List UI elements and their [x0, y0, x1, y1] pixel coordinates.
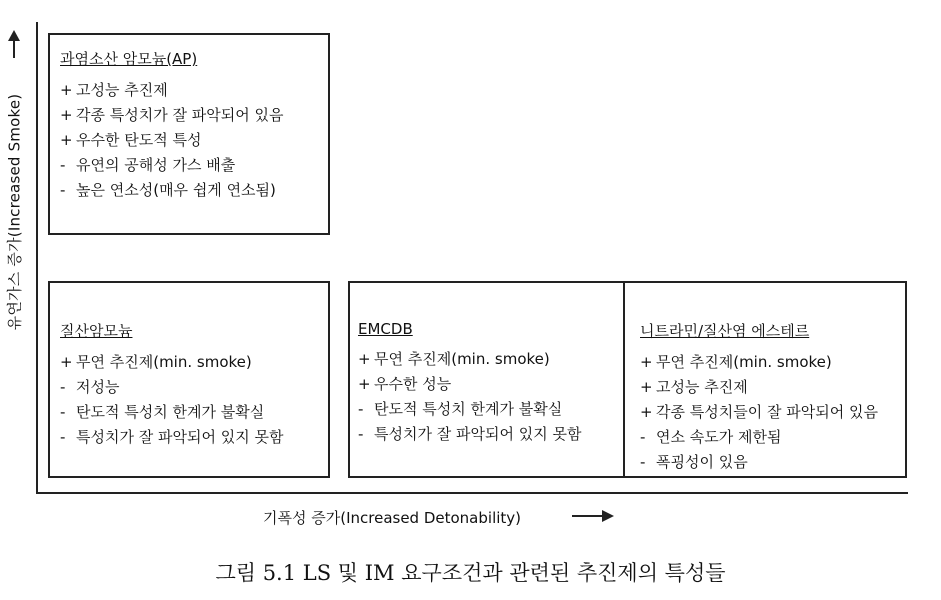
ap-item: + 각종 특성치가 잘 파악되어 있음	[60, 106, 284, 124]
y-axis-label: 유연가스 증가(Increased Smoke)	[5, 93, 24, 331]
ap-item: - 유연의 공해성 가스 배출	[60, 156, 236, 174]
an-item: - 특성치가 잘 파악되어 있지 못함	[60, 428, 284, 446]
nitramine-item: + 고성능 추진제	[640, 378, 748, 396]
nitramine-item: + 각종 특성치들이 잘 파악되어 있음	[640, 403, 878, 421]
an-title: 질산암모늄	[60, 322, 133, 340]
combined-box	[348, 281, 907, 478]
ap-box	[48, 33, 330, 235]
x-axis-line	[36, 492, 908, 494]
emcdb-item: - 특성치가 잘 파악되어 있지 못함	[358, 425, 582, 443]
emcdb-item: - 탄도적 특성치 한계가 불확실	[358, 400, 563, 418]
ap-item: + 우수한 탄도적 특성	[60, 131, 202, 149]
emcdb-panel	[358, 320, 581, 447]
an-item: - 탄도적 특성치 한계가 불확실	[60, 403, 265, 421]
y-axis-arrow-shaft	[13, 40, 15, 58]
emcdb-item: + 무연 추진제(min. smoke)	[358, 350, 550, 368]
box-divider	[623, 283, 625, 476]
nitramine-item: - 폭굉성이 있음	[640, 453, 748, 471]
an-item: - 저성능	[60, 378, 120, 396]
an-box	[48, 281, 330, 478]
y-axis-line	[36, 22, 38, 494]
figure-caption: 그림 5.1 LS 및 IM 요구조건과 관련된 추진제의 특성들	[215, 561, 726, 585]
x-axis-label: 기폭성 증가(Increased Detonability)	[263, 509, 522, 527]
nitramine-title: 니트라민/질산염 에스테르	[640, 322, 810, 340]
nitramine-item: + 무연 추진제(min. smoke)	[640, 353, 832, 371]
x-axis-arrow-icon	[602, 510, 614, 522]
ap-item: + 고성능 추진제	[60, 81, 168, 99]
emcdb-item: + 우수한 성능	[358, 375, 452, 393]
ap-item: - 높은 연소성(매우 쉽게 연소됨)	[60, 181, 276, 199]
emcdb-title: EMCDB	[358, 320, 413, 338]
x-axis-arrow-shaft	[572, 515, 604, 517]
nitramine-panel	[640, 320, 878, 475]
nitramine-item: - 연소 속도가 제한됨	[640, 428, 782, 446]
an-item: + 무연 추진제(min. smoke)	[60, 353, 252, 371]
ap-title: 과염소산 암모늄(AP)	[60, 50, 198, 68]
